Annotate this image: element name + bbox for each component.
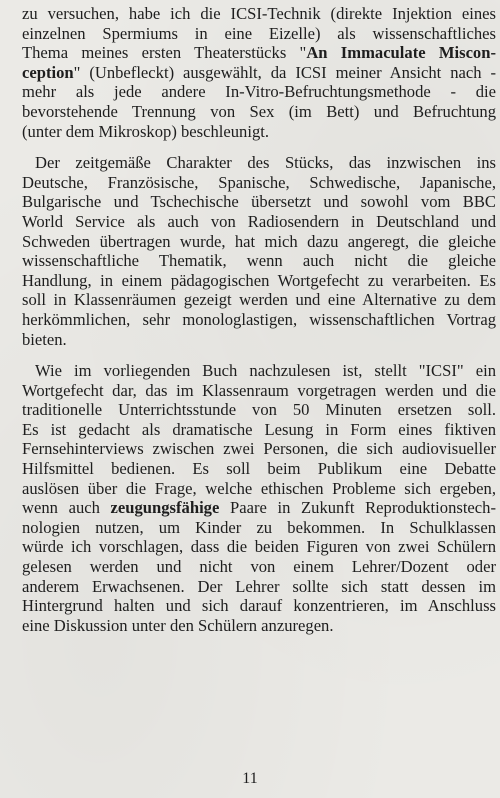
- text-run: würde ich vorschlagen, dass die beiden Figuren von zwei Schülern: [22, 537, 496, 557]
- text-line: [22, 557, 496, 577]
- text-run: wenn auch: [22, 498, 111, 518]
- text-line: [22, 537, 496, 557]
- text-run: auslösen über die Frage, welche ethischen Probleme sich ergeben,: [22, 478, 496, 498]
- paragraph: [22, 361, 496, 635]
- text-line: [22, 310, 496, 330]
- text-run: Fernsehinterviews zwischen zwei Personen, die sich audiovisueller: [22, 439, 496, 459]
- text-line: [22, 192, 496, 212]
- text-run: Schweden übertragen wurde, hat mich dazu angeregt, die gleiche: [22, 231, 496, 251]
- text-run: Wortgefecht dar, das im Klassenraum vorgetragen werden und die: [22, 380, 496, 400]
- text-run: herkömmlichen, sehr monologlastigen, wissenschaftlichen Vortrag: [22, 309, 496, 329]
- text-run: soll in Klassenräumen gezeigt werden und eine Alternative zu dem: [22, 290, 496, 310]
- text-run: Der zeitgemäße Charakter des Stücks, das inzwischen ins: [35, 153, 496, 173]
- text-run: Deutsche, Französische, Spanische, Schwedische, Japanische,: [22, 172, 496, 192]
- text-run: Wie im vorliegenden Buch nachzulesen ist, stellt "ICSI" ein: [35, 361, 496, 381]
- text-run: World Service als auch von Radiosendern in Deutschland und: [22, 211, 496, 231]
- text-line: [22, 290, 496, 310]
- text-line: [22, 122, 496, 142]
- text-run: nologien nutzen, um Kinder zu bekommen. In Schulklassen: [22, 517, 496, 537]
- text-line: [22, 232, 496, 252]
- text-run: Bulgarische und Tschechische übersetzt und sowohl vom BBC: [22, 192, 496, 212]
- text-line: [22, 518, 496, 538]
- text-line: [22, 459, 496, 479]
- paragraph-gap: [22, 349, 496, 361]
- text-line: [22, 596, 496, 616]
- text-run: wissenschaftliche Thematik, wenn auch nicht die gleiche: [22, 251, 496, 271]
- text-line: [22, 616, 496, 636]
- bold-text: zeugungsfähige: [110, 498, 220, 518]
- text-line: [22, 271, 496, 291]
- text-line: [22, 82, 496, 102]
- text-line: [22, 400, 496, 420]
- text-run: traditionelle Unterrichtsstunde von 50 Minuten ersetzen soll.: [22, 400, 496, 420]
- text-run: " (Unbefleckt) ausgewählt, da ICSI meiner Ansicht nach -: [73, 62, 496, 82]
- text-line: [22, 102, 496, 122]
- bold-text: ception: [22, 62, 74, 82]
- text-line: [22, 43, 496, 63]
- text-run: Es ist gedacht als dramatische Lesung in Form eines fiktiven: [22, 419, 496, 439]
- text-line: [22, 63, 496, 83]
- text-run: Thema meines ersten Theaterstücks ": [22, 43, 307, 63]
- paragraph-gap: [22, 141, 496, 153]
- text-run: bevorstehende Trennung von Sex (im Bett) und Befruchtung: [22, 101, 496, 121]
- text-line: [22, 212, 496, 232]
- text-run: (unter dem Mikroskop) beschleunigt.: [22, 121, 270, 141]
- text-run: zu versuchen, habe ich die ICSI-Technik (direkte Injektion eines: [22, 4, 496, 23]
- text-run: mehr als jede andere In-Vitro-Befruchtungsmethode - die: [22, 82, 496, 102]
- text-run: Handlung, in einem pädagogischen Wortgefecht zu verarbeiten. Es: [22, 270, 496, 290]
- text-run: Hintergrund halten und sich darauf konzentrieren, im Anschluss: [22, 596, 496, 616]
- text-line: [22, 173, 496, 193]
- text-line: [22, 330, 496, 350]
- text-run: anderem Erwachsenen. Der Lehrer sollte sich statt dessen im: [22, 576, 496, 596]
- text-line: [22, 577, 496, 597]
- text-run: einzelnen Spermiums in eine Eizelle) als wissenschaftliches: [22, 23, 496, 43]
- text-run: Paare in Zukunft Reproduktionstech-: [219, 498, 496, 518]
- paragraph: [22, 4, 496, 141]
- text-line: [22, 361, 496, 381]
- text-line: [22, 498, 496, 518]
- paragraph: [22, 153, 496, 349]
- text-line: [22, 381, 496, 401]
- text-line: [22, 153, 496, 173]
- text-line: [22, 439, 496, 459]
- text-line: [22, 420, 496, 440]
- text-run: bieten.: [22, 329, 67, 349]
- bold-text: An Immaculate Miscon-: [306, 43, 496, 63]
- text-line: [22, 251, 496, 271]
- text-line: [22, 4, 496, 24]
- page-number: 11: [242, 770, 258, 787]
- text-run: eine Diskussion unter den Schülern anzuregen.: [22, 615, 334, 635]
- text-run: Hilfsmittel bedienen. Es soll beim Publikum eine Debatte: [22, 459, 496, 479]
- text-run: gelesen werden und nicht von einem Lehrer/Dozent oder: [22, 557, 496, 577]
- text-line: [22, 479, 496, 499]
- text-line: [22, 24, 496, 44]
- body-text: [22, 4, 496, 635]
